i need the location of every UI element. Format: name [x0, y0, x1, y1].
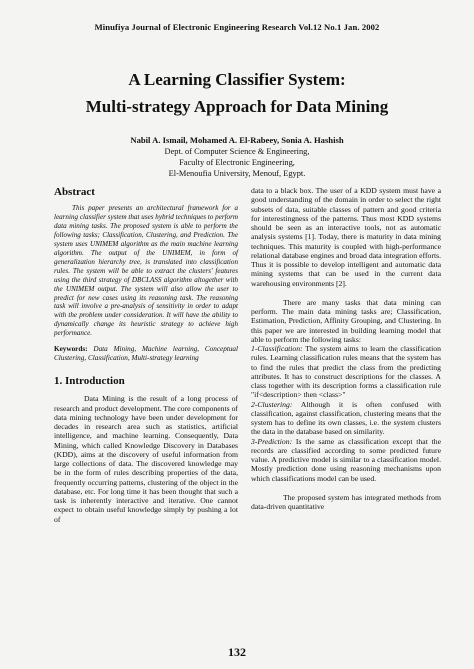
affiliation-line: Faculty of Electronic Engineering, — [179, 157, 295, 167]
body-paragraph: There are many tasks that data mining can perform. The main data mining tasks are; Classification, Estimation, Prediction, Affinity Grouping, and Clustering. In this paper we are interested in building learning model that able to perform the following tasks: — [251, 297, 441, 344]
paper-title — [0, 66, 474, 120]
authors: Nabil A. Ismail, Mohamed A. El-Rabeey, Sonia A. Hashish — [130, 135, 344, 145]
task-classification — [251, 344, 441, 400]
introduction-text: Data Mining is the result of a long process of research and product development. The core components of data mining technology have been under development for decades in research area such as statistics, artificial intelligence, and machine learning. Consequently, Data Mining, which called Knowledge Discovery in Databases (KDD), aims at the discovery of useful information from large collections of data. The discovered knowledge may be in the form of rules describing properties of the data, frequently occurring patterns, clustering of the object in the database, etc. For long time it has been thought that such a task is inherently interactive and iterative. One cannot expect to obtain useful knowledge simply by pushing a lot of — [54, 394, 238, 524]
keywords-text: Data Mining, Machine learning, Conceptual Clustering, Classification, Multi-strategy learning — [54, 345, 239, 363]
task-label: 2-Clustering: — [251, 399, 293, 409]
journal-header: Minufiya Journal of Electronic Engineering Research Vol.12 No.1 Jan. 2002 — [94, 22, 380, 32]
task-label: 3-Prediction: — [251, 436, 293, 446]
page-number: 132 — [228, 645, 246, 659]
task-prediction — [251, 437, 441, 483]
task-clustering — [251, 400, 441, 437]
task-label: 1-Classification: — [251, 344, 303, 353]
affiliation — [0, 147, 474, 179]
abstract-heading: Abstract — [54, 186, 95, 198]
affiliation-line: El-Menoufia University, Menouf, Egypt. — [168, 168, 306, 178]
keywords — [54, 345, 238, 363]
task-text: Is the same as classification except that the records are classified according to some predicted future value. A predictive model is similar to a classification model. Mostly prediction done using reasoning mechanisms upon which classifications model can be used. — [251, 436, 441, 483]
introduction-heading: 1. Introduction — [54, 375, 125, 388]
abstract-text: This paper presents an architectural framework for a learning classifier system that uses hybrid techniques to perform data mining tasks. The proposed system is able to perform the following tasks; Classification, Clustering, and Prediction. The system uses UNIMEM algorithm as the main machine learning algorithm. The output of the UNIMEM, in form of generalization hierarchy tree, is translated into classification rules. The system will be able to extract the clusters' features using the third strategy of DBCLASS algorithm altogether with the UNIMEM output. The system will also allow the user to predict for new cases using its reasoning task. The reasoning task will involve a pre-analysis of sensitivity in order to adapt with the problem under consideration. It will have the ability to dynamically change its heuristic strategy to achieve high performance. — [54, 204, 238, 338]
title-line-1: A Learning Classifier System: — [128, 70, 346, 89]
keywords-label: Keywords: — [54, 345, 88, 354]
right-column — [251, 186, 441, 511]
body-paragraph: The proposed system has integrated methods from data-driven quantitative — [251, 492, 441, 511]
left-column — [54, 186, 238, 524]
title-line-2: Multi-strategy Approach for Data Mining — [85, 97, 389, 116]
task-text: Although it is often confused with classification, against classification, clustering means that the system has to define its own classes, i.e. the system clusters the data in the database based on similarity. — [251, 399, 441, 437]
body-paragraph: data to a black box. The user of a KDD system must have a good understanding of the domain in order to select the right subsets of data, suitable classes of pattern and good criteria for interestingness of the patterns. Thus most KDD systems should be seen as an interactive tools, not as automatic analysis systems [1]. Today, there is maturity in data mining techniques. This maturity is coupled with high-performance relational database engines and broad data integration efforts. Thus it is possible to develop intelligent and automatic data mining systems that can be used in the current data warehousing environments [2]. — [251, 186, 441, 288]
affiliation-line: Dept. of Computer Science & Engineering, — [164, 147, 310, 156]
task-text: The system aims to learn the classification rules. Learning classification rules means that the system has to find the rules that predict the class from the predicting attributes. It has to construct descriptions for the classes. A class together with its description forms a classification rule "if<description> then <class>" — [251, 344, 441, 400]
